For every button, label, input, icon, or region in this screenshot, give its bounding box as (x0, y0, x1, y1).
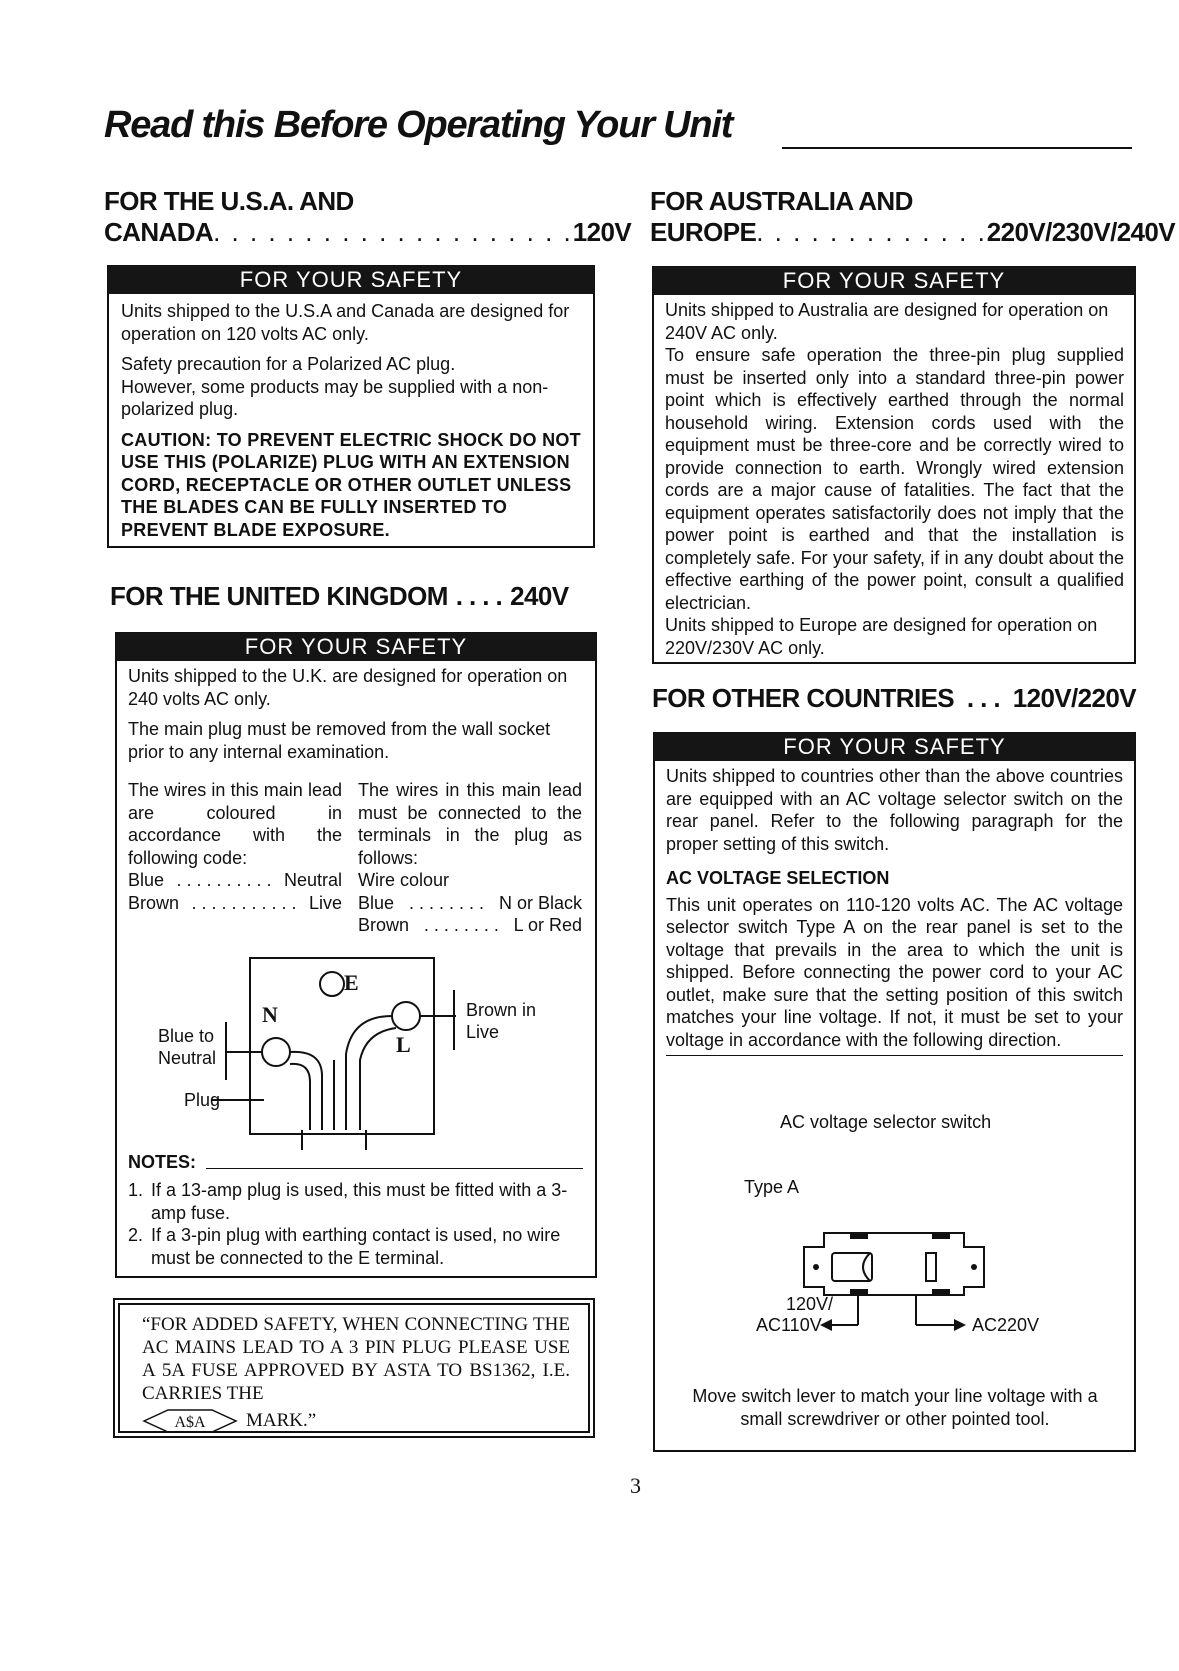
uk-col1-row (128, 869, 342, 892)
notes-header (128, 1152, 583, 1173)
title-rule (782, 147, 1132, 149)
australia-p3: Units shipped to Europe are designed for operation on 220V/230V AC only. (665, 615, 1098, 658)
terminal: L or Red (513, 915, 582, 935)
note-text: If a 13-amp plug is used, this must be fitted with a 3-amp fuse. (151, 1180, 568, 1223)
switch-pin (926, 1253, 936, 1281)
switch-lever-icon (863, 1253, 870, 1281)
other-p1: Units shipped to countries other than the above countries are equipped with an AC voltage selector switch on the rear panel. Refer to the following paragraph for the proper setting of this switch. (666, 766, 1123, 854)
uk-col2-row (358, 914, 582, 937)
australia-voltage: 220V/230V/240V (986, 217, 1176, 247)
uk-safety-bar: FOR YOUR SAFETY (116, 633, 596, 661)
other-p2: This unit operates on 110-120 volts AC. The AC voltage selector switch Type A on the rear panel is set to the voltage that prevails in the area to which the unit is shipped. Before connecting the power cord to your AC outlet, make sure that the setting position of this switch matches your line voltage. If not, it must be set to your voltage in accordance with the following direction. (666, 894, 1123, 1050)
other-safety-bar: FOR YOUR SAFETY (654, 733, 1135, 761)
screw-icon (971, 1264, 977, 1270)
right-arrow-icon (954, 1319, 966, 1331)
asta-logo-text: A$A (174, 1414, 206, 1431)
australia-heading-dots: . . . . . . . . . . . . . (756, 217, 987, 247)
earth-terminal-icon (320, 972, 344, 996)
wire-colour: Brown (358, 915, 410, 935)
live-terminal-label: L (396, 1032, 411, 1057)
note-item (128, 1224, 583, 1269)
australia-heading-label: EUROPE (650, 217, 757, 247)
type-a-label: Type A (744, 1177, 800, 1197)
page-title: Read this Before Operating Your Unit (104, 104, 733, 146)
asta-mark-row (142, 1407, 570, 1435)
notes-label: NOTES: (128, 1152, 197, 1172)
plug-wiring-diagram (140, 950, 580, 1150)
usa-heading-label: CANADA (104, 217, 214, 247)
uk-heading (110, 581, 569, 612)
usa-p3: However, some products may be supplied with a non-polarized plug. (121, 376, 549, 419)
other-heading-dots: . . . (966, 683, 1000, 713)
blue-to-label: Blue to (158, 1026, 215, 1046)
leader-dots: . . . . . . . . . . (176, 870, 272, 890)
uk-col1 (128, 779, 342, 937)
other-heading (652, 683, 1136, 714)
uk-heading-dots: . . . . (455, 581, 503, 611)
live-wire-outer (360, 1028, 396, 1130)
australia-heading-line1: FOR AUSTRALIA AND (650, 186, 913, 216)
usa-heading-line2 (104, 217, 632, 248)
neutral-wire-outer (290, 1064, 310, 1130)
uk-wire-columns (128, 779, 584, 937)
earth-terminal-label: E (344, 970, 359, 995)
uk-col2-row (358, 892, 582, 915)
left-arrow-icon (820, 1319, 832, 1331)
housing-tab (850, 1233, 868, 1239)
neutral-label: Neutral (158, 1048, 217, 1068)
plug-label: Plug (184, 1090, 221, 1110)
note-number: 1. (128, 1180, 144, 1200)
usa-heading-dots: . . . . . . . . . . . . . . . . . . . . (213, 217, 573, 247)
note-item (128, 1179, 583, 1224)
wire-colour: Brown (128, 892, 180, 913)
live-label: Live (466, 1022, 500, 1042)
brown-in-label: Brown in (466, 1000, 537, 1020)
notes-rule (206, 1168, 583, 1169)
switch-caption: AC voltage selector switch (780, 1112, 992, 1132)
housing-tab (932, 1233, 950, 1239)
australia-p1: Units shipped to Australia are designed for operation on 240V AC only. (665, 300, 1109, 343)
live-wire (346, 1016, 392, 1130)
usa-safety-box (107, 265, 595, 548)
voltage-selector-switch (740, 1225, 1070, 1350)
asta-inner (118, 1303, 590, 1433)
asta-mark-text: MARK.” (246, 1410, 317, 1431)
wire-colour: Blue (128, 870, 165, 890)
uk-col1-text: The wires in this main lead are coloured in accordance with the following code: (128, 780, 342, 868)
uk-col2-text: The wires in this main lead must be connected to the terminals in the plug as follows: (358, 780, 582, 868)
uk-p2: The main plug must be removed from the wall socket prior to any internal examination. (128, 719, 551, 762)
label-ac110v: AC110V (756, 1315, 822, 1335)
live-terminal-icon (392, 1002, 420, 1030)
leader-dots: . . . . . . . . (423, 915, 499, 935)
housing-tab (850, 1289, 868, 1295)
uk-voltage: 240V (510, 581, 569, 611)
wire-function: Live (308, 892, 342, 913)
usa-p2: Safety precaution for a Polarized AC plug. (121, 354, 456, 374)
uk-notes (128, 1152, 583, 1269)
asta-box (113, 1298, 595, 1438)
ac-voltage-subhead: AC VOLTAGE SELECTION (666, 868, 890, 888)
label-ac220v: AC220V (972, 1315, 1040, 1335)
uk-p1: Units shipped to the U.K. are designed for operation on 240 volts AC only. (128, 666, 568, 709)
neutral-terminal-label: N (262, 1002, 278, 1027)
label-120v: 120V/ (786, 1294, 834, 1314)
screw-icon (813, 1264, 819, 1270)
neutral-terminal-icon (262, 1038, 290, 1066)
switch-footer-text: Move switch lever to match your line voltage with a small screwdriver or other pointed tool. (692, 1386, 1098, 1429)
terminal: N or Black (498, 892, 582, 913)
australia-safety-bar: FOR YOUR SAFETY (653, 267, 1135, 295)
usa-voltage: 120V (572, 217, 632, 247)
leader-dots: . . . . . . . . (408, 892, 484, 913)
asta-logo-icon (142, 1407, 238, 1435)
usa-caution: CAUTION: TO PREVENT ELECTRIC SHOCK DO NOT USE THIS (POLARIZE) PLUG WITH AN EXTENSION CORD, RECEPTACLE OR OTHER OUTLET UNLESS THE BLADES CAN BE FULLY INSERTED TO PREVENT BLADE EXPOSURE. (121, 429, 581, 540)
page-number: 3 (630, 1473, 641, 1498)
uk-col1-row (128, 892, 342, 915)
note-text: If a 3-pin plug with earthing contact is used, no wire must be connected to the E terminal. (151, 1225, 561, 1268)
uk-col2 (358, 779, 582, 937)
other-heading-label: FOR OTHER COUNTRIES (652, 683, 955, 713)
other-voltage: 120V/220V (1012, 683, 1136, 713)
uk-col2-head: Wire colour (358, 870, 450, 890)
usa-p1: Units shipped to the U.S.A and Canada are designed for operation on 120 volts AC only. (121, 301, 570, 344)
asta-text: “FOR ADDED SAFETY, WHEN CONNECTING THE AC MAINS LEAD TO A 3 PIN PLUG PLEASE USE A 5A FUSE APPROVED BY ASTA TO BS1362, I.E. CARRIES THE (142, 1314, 570, 1404)
usa-safety-bar: FOR YOUR SAFETY (108, 266, 594, 294)
housing-tab (932, 1289, 950, 1295)
leader-dots: . . . . . . . . . . . (191, 892, 297, 913)
wire-colour: Blue (358, 892, 395, 913)
australia-safety-box (652, 266, 1136, 664)
uk-heading-label: FOR THE UNITED KINGDOM (110, 581, 448, 611)
australia-heading-line2 (650, 217, 1176, 248)
section-rule (666, 1055, 1123, 1056)
note-number: 2. (128, 1225, 144, 1245)
wire-function: Neutral (283, 870, 342, 890)
usa-heading-line1: FOR THE U.S.A. AND (104, 186, 354, 216)
australia-p2: To ensure safe operation the three-pin plug supplied must be inserted only into a standard three-pin power point which is effectively earthed through the normal household wiring. Extension cords used with the equipment must be three-core and be correctly wired to provide connection to earth. Wrongly wired extension cords are a major cause of fatalities. The fact that the equipment operates satisfactorily does not imply that the power point is earthed and that the installation is completely safe. For your safety, if in any doubt about the effective earthing of the power point, consult a qualified electrician. (665, 345, 1124, 613)
